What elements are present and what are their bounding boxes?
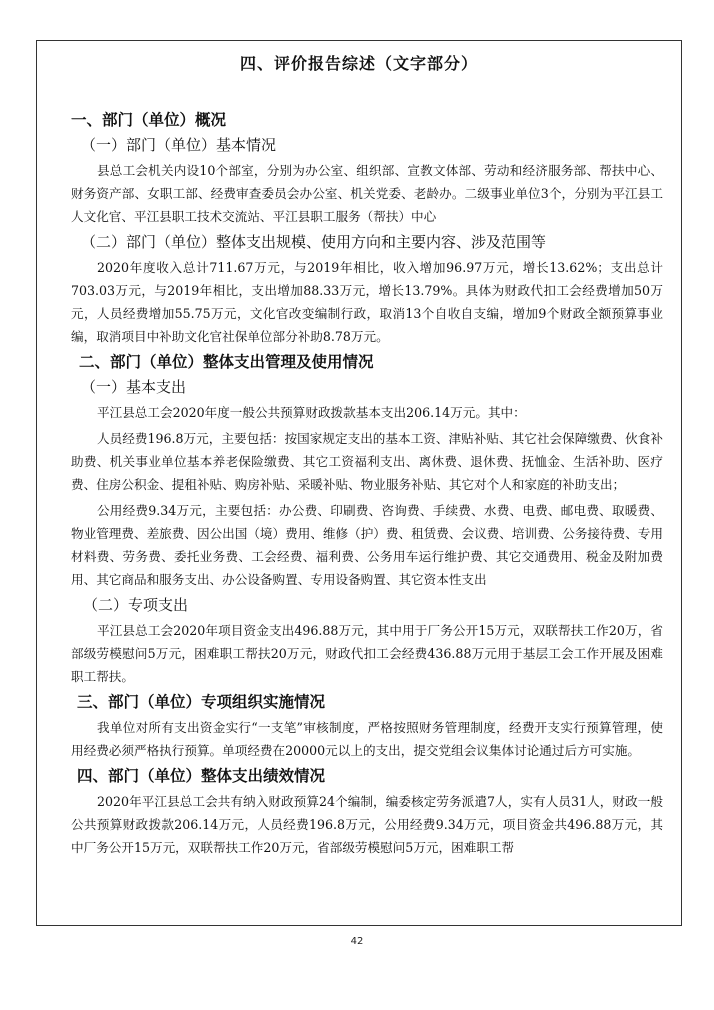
section-heading-1: 一、部门（单位）概况 bbox=[71, 110, 227, 129]
paragraph: 2020年平江县总工会共有纳入财政预算24个编制，编委核定劳务派遣7人，实有人员31人，财政一般公共预算财政拨款206.14万元，人员经费196.8万元，公用经费9.34万元，项目资金共496.88万元，其中厂务公开15万元，双联帮扶工作20万元，省部级劳模慰问5万元，困难职工帮 bbox=[71, 794, 663, 855]
subheading-basic-expenditure: （一）基本支出 bbox=[81, 378, 187, 396]
paragraph: 平江县总工会2020年度一般公共预算财政拨款基本支出206.14万元。其中： bbox=[97, 405, 526, 420]
section-heading-4: 四、部门（单位）整体支出绩效情况 bbox=[77, 766, 326, 785]
paragraph: 公用经费9.34万元，主要包括：办公费、印刷费、咨询费、手续费、水费、电费、邮电费、取暖费、物业管理费、差旅费、因公出国（境）费用、维修（护）费、租赁费、会议费、培训费、公务接待费、专用材料费、劳务费、委托业务费、工会经费、福利费、公务用车运行维护费、其它交通费用、税金及附加费用、其它商品和服务支出、办公设备购置、专用设备购置、其它资本性支出 bbox=[71, 503, 663, 587]
paragraph: 人员经费196.8万元，主要包括：按国家规定支出的基本工资、津贴补贴、其它社会保障缴费、伙食补助费、机关事业单位基本养老保险缴费、其它工资福利支出、离休费、退休费、抚恤金、生活补助、医疗费、住房公积金、提租补贴、购房补贴、采暖补贴、物业服务补贴、其它对个人和家庭的补助支出； bbox=[71, 431, 663, 492]
subheading-spending-scale: （二）部门（单位）整体支出规模、使用方向和主要内容、涉及范围等 bbox=[81, 233, 547, 251]
report-body bbox=[71, 109, 663, 862]
page-number: 42 bbox=[350, 936, 364, 947]
paragraph: 2020年度收入总计711.67万元，与2019年相比，收入增加96.97万元，增长13.62%；支出总计703.03万元，与2019年相比，支出增加88.33万元，增长13.79%。具体为财政代扣工会经费增加50万元，人员经费增加55.75万元，文化官改变编制行政，取消13个自收自支编，增加9个财政全额预算事业编，取消项目中补助文化官社保单位部分补助8.78万元。 bbox=[71, 260, 663, 344]
paragraph: 平江县总工会2020年项目资金支出496.88万元，其中用于厂务公开15万元，双联帮扶工作20万，省部级劳模慰问5万元，困难职工帮扶20万元，财政代扣工会经费436.88万元用于基层工会工作开展及困难职工帮扶。 bbox=[71, 623, 663, 684]
subheading-special-expenditure: （二）专项支出 bbox=[83, 596, 189, 614]
section-heading-3: 三、部门（单位）专项组织实施情况 bbox=[77, 692, 326, 711]
subheading-basic-info: （一）部门（单位）基本情况 bbox=[81, 136, 277, 154]
report-frame bbox=[36, 40, 682, 926]
section-heading-2: 二、部门（单位）整体支出管理及使用情况 bbox=[79, 352, 374, 371]
paragraph: 我单位对所有支出资金实行“一支笔”审核制度，严格按照财务管理制度，经费开支实行预算管理，使用经费必须严格执行预算。单项经费在20000元以上的支出，提交党组会议集体讨论通过后方可实施。 bbox=[71, 720, 663, 758]
page-title: 四、评价报告综述（文字部分） bbox=[239, 54, 478, 73]
paragraph: 县总工会机关内设10个部室，分别为办公室、组织部、宣教文体部、劳动和经济服务部、帮扶中心、财务资产部、女职工部、经费审查委员会办公室、机关党委、老龄办。二级事业单位3个，分别为平江县工人文化官、平江县职工技术交流站、平江县职工服务（帮扶）中心 bbox=[71, 163, 663, 224]
